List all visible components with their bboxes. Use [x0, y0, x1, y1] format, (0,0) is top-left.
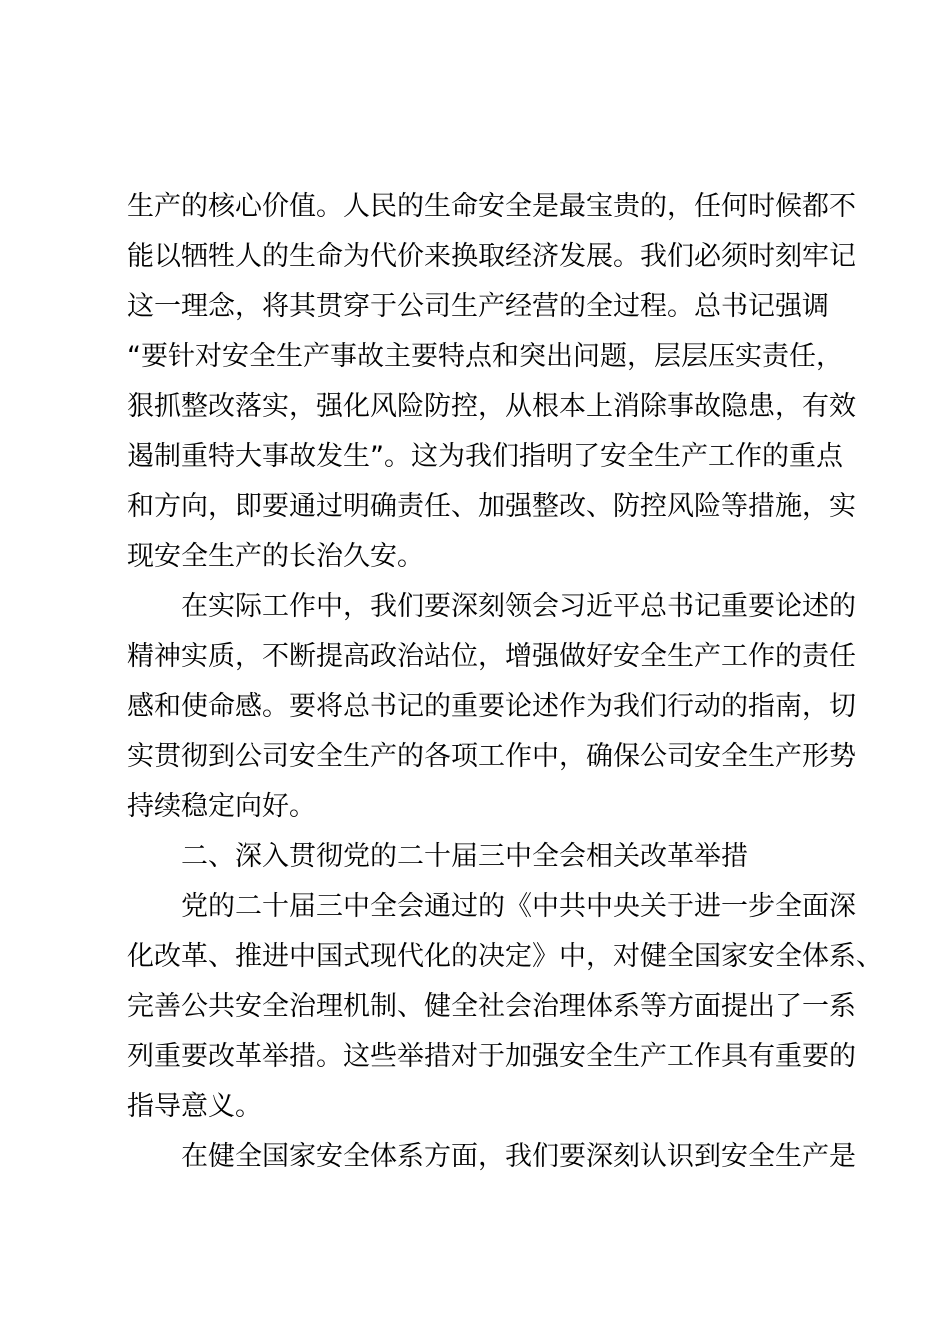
text-line: 狠抓整改落实，强化风险防控，从根本上消除事故隐患，有效 [127, 391, 856, 422]
text-line: 在实际工作中，我们要深刻领会习近平总书记重要论述的 [127, 591, 856, 622]
text-line: “要针对安全生产事故主要特点和突出问题，层层压实责任， [127, 341, 843, 372]
text-line: 遏制重特大事故发生”。这为我们指明了安全生产工作的重点 [127, 441, 843, 472]
text-line: 生产的核心价值。人民的生命安全是最宝贵的，任何时候都不 [127, 191, 856, 222]
text-line: 党的二十届三中全会通过的《中共中央关于进一步全面深 [127, 891, 856, 922]
text-line: 列重要改革举措。这些举措对于加强安全生产工作具有重要的 [127, 1041, 856, 1072]
text-line: 实贯彻到公司安全生产的各项工作中，确保公司安全生产形势 [127, 741, 856, 772]
document-body [127, 182, 883, 1182]
text-line: 指导意义。 [127, 1091, 262, 1122]
text-line: 化改革、推进中国式现代化的决定》中，对健全国家安全体系、 [127, 941, 883, 972]
text-line: 持续稳定向好。 [127, 791, 316, 822]
section-heading: 二、深入贯彻党的二十届三中全会相关改革举措 [127, 841, 748, 872]
text-line: 完善公共安全治理机制、健全社会治理体系等方面提出了一系 [127, 991, 856, 1022]
text-line: 能以牺牲人的生命为代价来换取经济发展。我们必须时刻牢记 [127, 241, 856, 272]
text-line: 现安全生产的长治久安。 [127, 541, 424, 572]
text-line: 这一理念，将其贯穿于公司生产经营的全过程。总书记强调 [127, 291, 829, 322]
text-line: 在健全国家安全体系方面，我们要深刻认识到安全生产是 [127, 1141, 856, 1172]
text-line: 和方向，即要通过明确责任、加强整改、防控风险等措施，实 [127, 491, 856, 522]
text-line: 精神实质，不断提高政治站位，增强做好安全生产工作的责任 [127, 641, 856, 672]
text-line: 感和使命感。要将总书记的重要论述作为我们行动的指南，切 [127, 691, 856, 722]
